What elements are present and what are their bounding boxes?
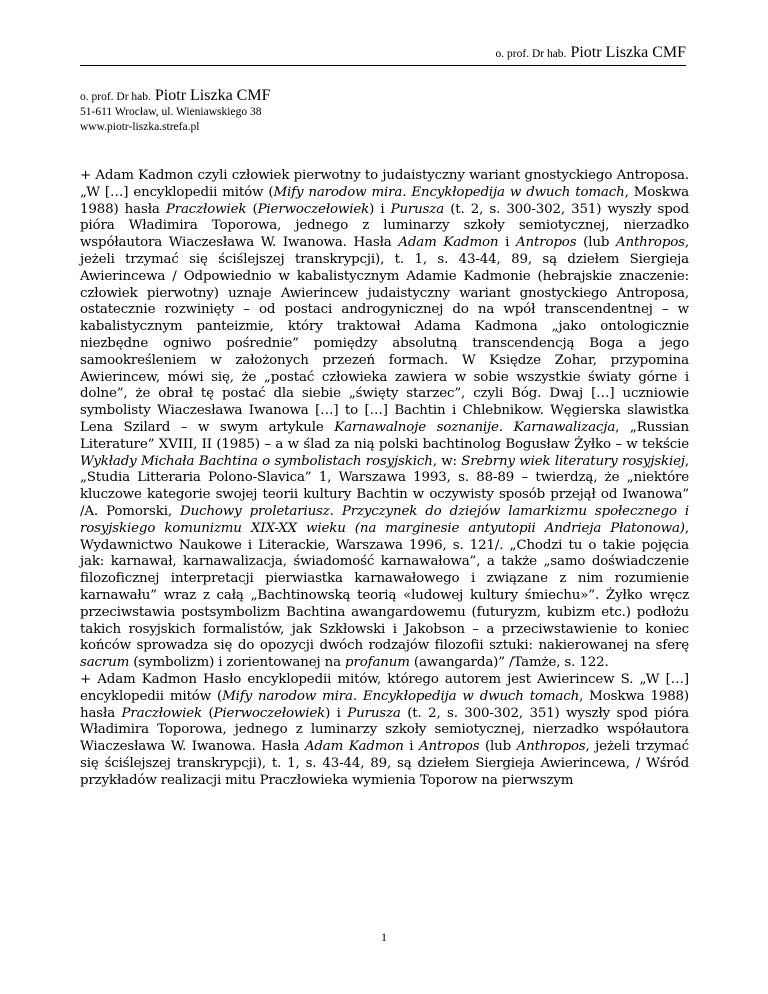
paragraph	[80, 672, 689, 790]
text-segment: ) i	[325, 705, 348, 721]
text-segment: i	[403, 739, 419, 755]
text-segment: (lub	[479, 739, 517, 755]
italic-text: Purusza	[390, 201, 445, 217]
italic-text: Adam Kadmon	[304, 739, 404, 755]
text-segment: (awangarda)” /Tamże, s. 122.	[409, 655, 609, 671]
italic-text: Praczłowiek	[165, 201, 247, 217]
text-segment: , jeżeli trzymać się ściślejszej transkrypcji), t. 1, s. 43-44, 89, są dziełem Siergieja Awierincewa, / Wśród przykładów realizacji mitu Praczłowieka wymienia Toporow na pierwszym	[80, 739, 689, 788]
author-name: Piotr Liszka CMF	[154, 87, 271, 104]
author-website: www.piotr-liszka.strefa.pl	[80, 121, 200, 133]
header-author-name: Piotr Liszka CMF	[570, 44, 686, 61]
italic-text: Anthropos	[516, 739, 586, 755]
italic-text: Praczłowiek	[121, 705, 203, 721]
header-title-prefix: o. prof. Dr hab.	[495, 48, 567, 60]
text-segment: , Moskwa 1988) hasła	[80, 688, 690, 721]
text-segment: , Moskwa 1988) hasła	[80, 184, 690, 217]
text-segment: (lub	[576, 235, 616, 251]
running-header	[496, 44, 686, 62]
italic-text: Karnawalnoje soznanije. Karnawalizacja	[334, 419, 616, 435]
text-segment: (t. 2, s. 300-302, 351) wyszły spod pióra Władimira Toporowa, jednego z luminarzy szkoły semiotycznej, nierzadko współautora Wiaczesława W. Iwanowa. Hasła	[80, 705, 689, 755]
header-rule	[80, 65, 686, 66]
author-name-line	[80, 88, 270, 105]
italic-text: Mify narodow mira. Encykłopedija w dwuch tomach	[222, 688, 580, 704]
author-prefix: o. prof. Dr hab.	[80, 91, 151, 103]
text-segment: , w:	[432, 453, 462, 469]
text-segment: , „Russian Literature” XVIII, II (1985) – a w ślad za nią polski bachtinolog Bogusław Żyłko – w tekście	[80, 419, 689, 452]
page-number: 1	[381, 930, 387, 944]
italic-text: Adam Kadmon	[398, 235, 499, 251]
text-segment: + Adam Kadmon czyli człowiek pierwotny to judaistyczny wariant gnostyckiego Antroposa. „W […] encyklopedii mitów (	[80, 168, 689, 200]
italic-text: Duchowy proletariusz. Przyczynek do dziejów lamarkizmu społecznego i rosyjskiego komunizmu XIX-XX wieku (na marginesie antyutopii Andrieja Płatonowa)	[80, 503, 689, 536]
text-segment: (t. 2, s. 300-302, 351) wyszły spod pióra Władimira Toporowa, jednego z luminarzy szkoły semiotycznej, nierzadko współautora Wiaczesława W. Iwanowa. Hasła	[80, 201, 689, 251]
text-segment: ) i	[369, 201, 391, 217]
text-segment: , jeżeli trzymać się ściślejszej transkrypcji), t. 1, s. 43-44, 89, są dziełem Siergieja Awierincewa / Odpowiednio w kabalistycznym Adamie Kadmonie (hebrajskie znaczenie: człowiek pierwotny) uznaje Awierincew judaistyczny wariant gnostyckiego Antroposa, ostatecznie rozwinięty – od postaci androgynicznej do na wpół transcendentnej – w kabalistycznym panteizmie, który traktował Adama Kadmona „jako ontologicznie niezbędne ogniwo pośrednie” pomiędzy absolutną transcendencją Boga a jego samookreśleniem w założonych przezeń formach. W Księdze Zohar, przypomina Awierincew, mówi się, że „postać człowieka zawiera w sobie wszystkie światy górne i dolne”, że obrał tę postać dla siebie „święty starzec”, czyli Bóg. Dwaj […] uczniowie symbolisty Wiaczesława Iwanowa […] to […] Bachtin i Chlebnikow. Węgierska slawistka Lena Szilard – w swym artykule	[80, 235, 689, 435]
italic-text: Antropos	[418, 739, 480, 755]
text-segment: (	[202, 705, 214, 721]
italic-text: Wykłady Michała Bachtina o symbolistach rosyjskich	[80, 453, 433, 469]
body-text	[80, 168, 689, 789]
italic-text: Mify narodow mira. Encykłopedija w dwuch tomach	[273, 184, 625, 200]
text-segment: i	[498, 235, 516, 251]
italic-text: Pierwoczełowiek	[213, 705, 326, 721]
italic-text: Srebrny wiek literatury rosyjskiej	[461, 453, 685, 469]
text-segment: (	[246, 201, 258, 217]
italic-text: Purusza	[347, 705, 401, 721]
text-segment: , „Studia Litteraria Polono-Slavica” 1, Warszawa 1993, s. 88-89 – twierdzą, że „niektóre kluczowe kategorie swojej teorii kultury Bachtin w oczywisty sposób przejął od Iwanowa” /A. Pomorski,	[80, 453, 689, 519]
text-segment: , Wydawnictwo Naukowe i Literackie, Warszawa 1996, s. 121/. „Chodzi tu o takie pojęcia jak: karnawał, karnawalizacja, świadomość karnawałowa”, a także „samo doświadczenie filozoficznej interpretacji pierwiastka karnawałowego i związane z nim rozumienie karnawału” wraz z całą „Bachtinowską teorią «ludowej kultury śmiechu»”. Żyłko wręcz przeciwstawia postsymbolizm Bachtina awangardowemu (futuryzm, kubizm etc.) podłożu takich rosyjskich formalistów, jak Szkłowski i Jakobson – a przeciwstawienie to koniec końców sprowadza się do opozycji dwóch rodzajów filozofii sztuki: nakierowanej na sferę	[80, 520, 689, 654]
author-address: 51-611 Wrocław, ul. Wieniawskiego 38	[80, 106, 262, 118]
text-segment: (symbolizm) i zorientowanej na	[129, 655, 346, 671]
italic-text: profanum	[345, 655, 410, 671]
author-block	[80, 88, 270, 135]
italic-text: Pierwoczełowiek	[257, 201, 370, 217]
italic-text: Anthropos	[615, 235, 685, 251]
italic-text: Antropos	[515, 235, 577, 251]
text-segment: + Adam Kadmon Hasło encyklopedii mitów, którego autorem jest Awierincew S. „W […] encyklopedii mitów (	[80, 671, 689, 704]
paragraph	[80, 168, 689, 672]
italic-text: sacrum	[80, 655, 130, 671]
